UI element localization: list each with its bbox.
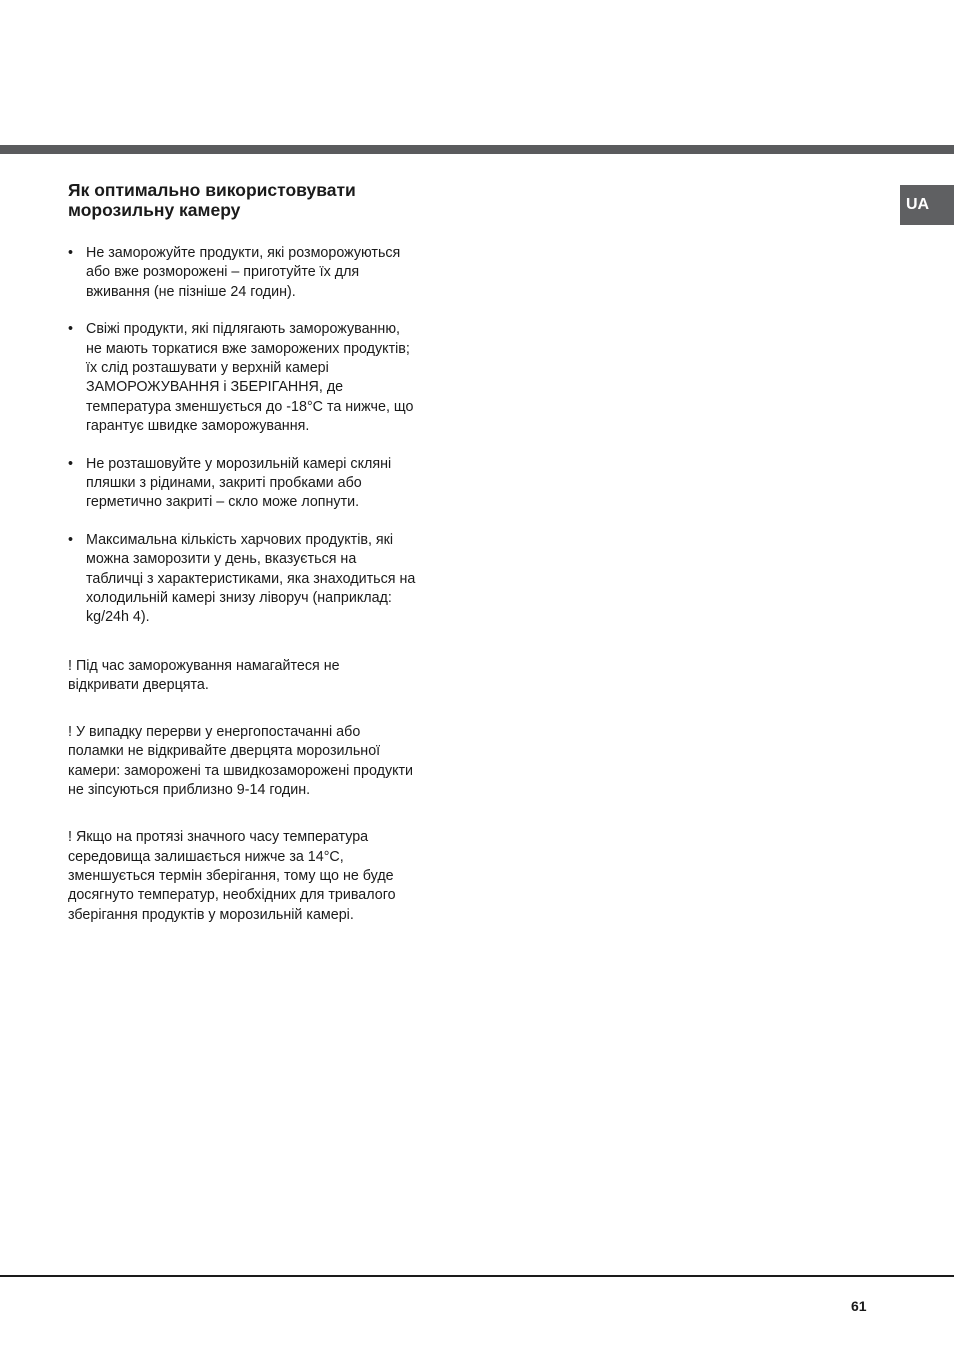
list-item-line: холодильній камері знизу ліворуч (наприклад:	[86, 589, 392, 606]
bullet-marker: •	[68, 455, 74, 472]
list-item	[68, 455, 453, 513]
list-item-line: Максимальна кількість харчових продуктів, які	[86, 532, 394, 549]
bullet-marker: •	[68, 532, 74, 549]
language-tab-label: UA	[906, 196, 930, 213]
list-item-line: не мають торкатися вже заморожених продуктів;	[86, 340, 410, 357]
note-line: зменшується термін зберігання, тому що не буде	[68, 867, 394, 884]
list-item-line: вживання (не пізніше 24 годин).	[86, 283, 296, 300]
list-item-line: герметично закриті – скло може лопнути.	[86, 494, 360, 511]
list-item	[68, 531, 453, 627]
footer-rule	[0, 1275, 954, 1277]
list-item-line: або вже розморожені – приготуйте їх для	[86, 264, 360, 281]
list-item	[68, 320, 453, 436]
warning-note	[68, 657, 453, 696]
section-title-line-1: Як оптимально використовувати	[68, 180, 356, 200]
note-line: не зіпсуються приблизно 9-14 годин.	[68, 782, 311, 799]
section-title-line-2: морозильну камеру	[68, 200, 241, 220]
note-line: досягнуто температур, необхідних для тривалого	[68, 887, 396, 904]
note-line: поламки не відкривайте дверцята морозильної	[68, 743, 381, 760]
header-bar	[0, 145, 954, 154]
list-item-line: температура зменшується до -18°C та нижче, що	[86, 398, 414, 415]
note-line: камери: заморожені та швидкозаморожені продукти	[68, 762, 414, 779]
list-item-line: їх слід розташувати у верхній камері	[86, 359, 329, 376]
note-line: зберігання продуктів у морозильній камері.	[68, 906, 354, 923]
language-tab	[900, 185, 954, 225]
tips-list	[68, 244, 453, 628]
main-content	[68, 180, 453, 953]
list-item-line: Не розташовуйте у морозильній камері скляні	[86, 455, 392, 472]
note-line: ! Під час заморожування намагайтеся не	[68, 657, 340, 674]
bullet-marker: •	[68, 321, 74, 338]
list-item-line: ЗАМОРОЖУВАННЯ і ЗБЕРІГАННЯ, де	[86, 379, 344, 396]
warning-notes	[68, 657, 453, 925]
warning-note	[68, 723, 453, 800]
list-item-line: гарантує швидке заморожування.	[86, 417, 310, 434]
note-line: ! У випадку перерви у енергопостачанні або	[68, 724, 361, 741]
section-title	[68, 180, 453, 220]
list-item-line: можна заморозити у день, вказується на	[86, 551, 357, 568]
list-item	[68, 244, 453, 302]
list-item-line: табличці з характеристиками, яка знаходиться на	[86, 570, 416, 587]
bullet-marker: •	[68, 245, 74, 261]
list-item-line: пляшки з рідинами, закриті пробками або	[86, 474, 362, 491]
warning-note	[68, 828, 453, 924]
page-number: 61	[851, 1298, 867, 1314]
note-line: ! Якщо на протязі значного часу температура	[68, 829, 369, 846]
note-line: відкривати дверцята.	[68, 676, 209, 693]
list-item-line: kg/24h 4).	[86, 609, 150, 626]
list-item-line: Свіжі продукти, які підлягають заморожуванню,	[86, 321, 401, 338]
note-line: середовища залишається нижче за 14°C,	[68, 848, 344, 865]
list-item-line: Не заморожуйте продукти, які розморожуються	[86, 245, 401, 261]
